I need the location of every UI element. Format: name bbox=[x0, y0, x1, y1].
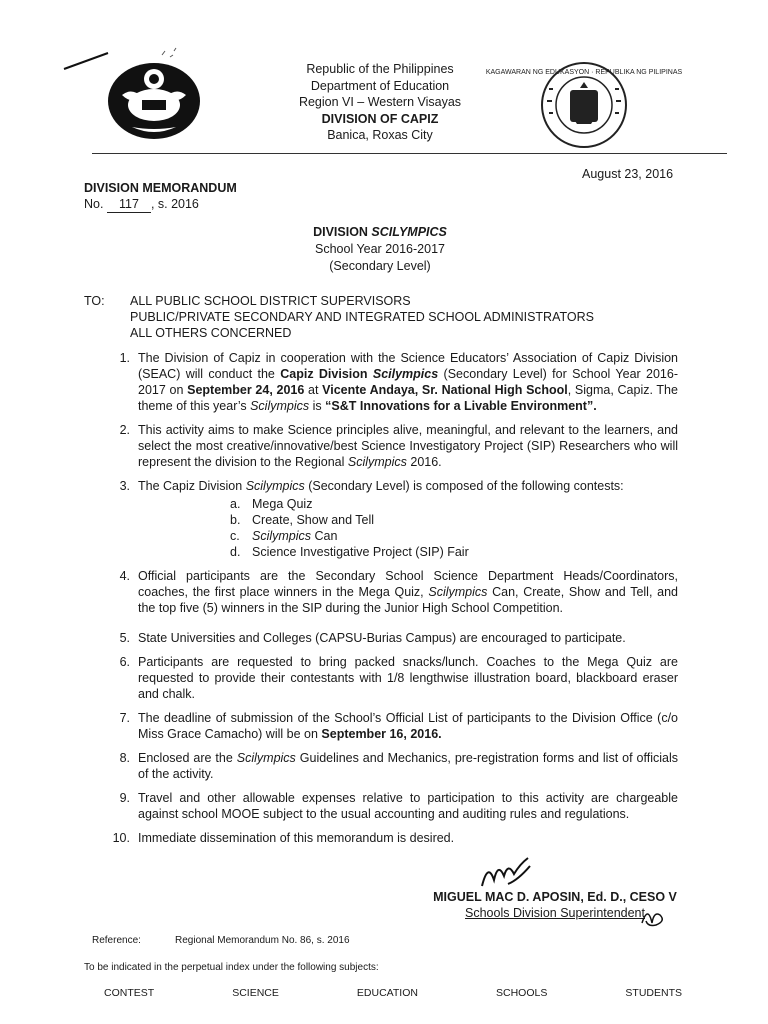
memo-item-2 bbox=[98, 422, 678, 470]
memo-item-3 bbox=[98, 478, 678, 560]
subject-item: STUDENTS bbox=[625, 987, 682, 999]
memo-number: 117 bbox=[107, 196, 151, 213]
perpetual-index-note: To be indicated in the perpetual index under the following subjects: bbox=[84, 962, 379, 973]
memo-item-8 bbox=[98, 750, 678, 782]
title-prefix: DIVISION bbox=[313, 225, 372, 239]
item-text: This activity aims to make Science principles alive, meaningful, and relevant to the learners, and select the most creative/innovative/best Science Investigatory Project (SIP) Researchers who will represent the division to the Regional Scilympics 2016. bbox=[138, 423, 678, 469]
subject-item: SCIENCE bbox=[232, 987, 279, 999]
item-number: 8. bbox=[119, 751, 130, 765]
item-number: 9. bbox=[119, 791, 130, 805]
memo-id-block bbox=[84, 180, 237, 213]
header-line-2: Department of Education bbox=[310, 78, 450, 93]
memo-title bbox=[230, 224, 530, 275]
header-line-3: Region VI – Western Visayas bbox=[298, 95, 462, 109]
item-text: The Division of Capiz in cooperation with the Science Educators’ Association of Capiz Division (SEAC) will conduct the Capiz Division Scilympics (Secondary Level) for School Year 2016-2017 on September 24, 2016 at Vicente Andaya, Sr. National High School, Sigma, Capiz. The theme of this year’s Scilympics is “S&T Innovations for a Livable Environment”. bbox=[138, 351, 678, 413]
memo-date: August 23, 2016 bbox=[582, 167, 674, 181]
title-scilympics: SCILYMPICS bbox=[371, 225, 447, 239]
signatory-position: Schools Division Superintendent bbox=[465, 906, 645, 920]
deped-seal bbox=[485, 60, 683, 150]
to-recipient-2: PUBLIC/PRIVATE SECONDARY AND INTEGRATED SCHOOL ADMINISTRATORS bbox=[130, 310, 594, 324]
list-item: d. Science Investigative Project (SIP) Fair bbox=[230, 545, 469, 559]
header-line-4: DIVISION OF CAPIZ bbox=[321, 111, 439, 126]
memo-item-6 bbox=[98, 654, 678, 702]
item-number: 10. bbox=[112, 831, 130, 845]
item-text: The deadline of submission of the School’s Official List of participants to the Division Office (c/o Miss Grace Camacho) will be on September 16, 2016. bbox=[138, 711, 678, 741]
item-text: State Universities and Colleges (CAPSU-Burias Campus) are encouraged to participate. bbox=[138, 631, 626, 645]
item-text: Official participants are the Secondary School Science Department Heads/Coordinators, coaches, the first place winners in the Mega Quiz, Scilympics Can, Create, Show and Tell, and the top five (5) winners in the SIP during the Junior High School Competition. bbox=[138, 569, 678, 615]
to-recipients bbox=[130, 293, 594, 341]
reference-value: Regional Memorandum No. 86, s. 2016 bbox=[175, 935, 350, 946]
memo-item-4 bbox=[98, 568, 678, 616]
item-text: Immediate dissemination of this memorandum is desired. bbox=[138, 831, 455, 845]
header-line-5: Banica, Roxas City bbox=[327, 128, 433, 142]
item-number: 3. bbox=[119, 479, 130, 493]
contest-list bbox=[230, 496, 678, 560]
title-school-year: School Year 2016-2017 bbox=[315, 242, 445, 256]
item-number: 5. bbox=[119, 631, 130, 645]
item-number: 6. bbox=[119, 655, 130, 669]
memo-item-5 bbox=[98, 630, 678, 646]
list-item: c. Scilympics Can bbox=[230, 529, 338, 543]
memo-items bbox=[98, 350, 678, 854]
item-number: 2. bbox=[119, 423, 130, 437]
memo-number-line bbox=[84, 196, 237, 213]
header-rule bbox=[92, 153, 727, 154]
item-text: The Capiz Division Scilympics (Secondary Level) is composed of the following contests: a. Mega Quiz b. Create, Show and Tell c. Scilympics Can d. Science Investigative Project (SIP) Fair bbox=[138, 478, 678, 560]
memo-item-10 bbox=[98, 830, 678, 846]
reference-label: Reference: bbox=[92, 935, 141, 946]
list-item: a. Mega Quiz bbox=[230, 497, 313, 511]
list-item: b. Create, Show and Tell bbox=[230, 513, 375, 527]
item-number: 7. bbox=[119, 711, 130, 725]
signatory-name: MIGUEL MAC D. APOSIN, Ed. D., CESO V bbox=[433, 890, 677, 904]
header-line-1: Republic of the Philippines bbox=[306, 62, 454, 76]
memo-item-1 bbox=[98, 350, 678, 414]
memo-series: , s. 2016 bbox=[150, 197, 199, 211]
subject-list bbox=[92, 987, 682, 999]
seal-text: KAGAWARAN NG EDUKASYON · REPUBLIKA NG PILIPINAS bbox=[485, 69, 683, 76]
to-label: TO: bbox=[84, 294, 105, 308]
division-logo bbox=[62, 45, 212, 145]
to-recipient-1: ALL PUBLIC SCHOOL DISTRICT SUPERVISORS bbox=[130, 294, 411, 308]
initials-mark bbox=[638, 903, 668, 929]
item-number: 4. bbox=[119, 569, 130, 583]
memo-type: DIVISION MEMORANDUM bbox=[84, 181, 237, 195]
item-text: Participants are requested to bring packed snacks/lunch. Coaches to the Mega Quiz are requested to provide their contestants with 1/8 lengthwise illustration board, blackboard eraser and chalk. bbox=[138, 655, 678, 701]
memo-item-9 bbox=[98, 790, 678, 822]
memo-no-label: No. bbox=[84, 197, 104, 211]
subject-item: SCHOOLS bbox=[496, 987, 548, 999]
title-level: (Secondary Level) bbox=[329, 259, 431, 273]
subject-item: CONTEST bbox=[104, 987, 155, 999]
subject-item: EDUCATION bbox=[356, 987, 418, 999]
to-recipient-3: ALL OTHERS CONCERNED bbox=[130, 326, 292, 340]
item-text: Enclosed are the Scilympics Guidelines and Mechanics, pre-registration forms and list of officials of the activity. bbox=[138, 751, 678, 781]
item-number: 1. bbox=[119, 351, 130, 365]
memo-item-7 bbox=[98, 710, 678, 742]
item-text: Travel and other allowable expenses relative to participation to this activity are chargeable against school MOOE subject to the usual accounting and auditing rules and regulations. bbox=[138, 791, 678, 821]
